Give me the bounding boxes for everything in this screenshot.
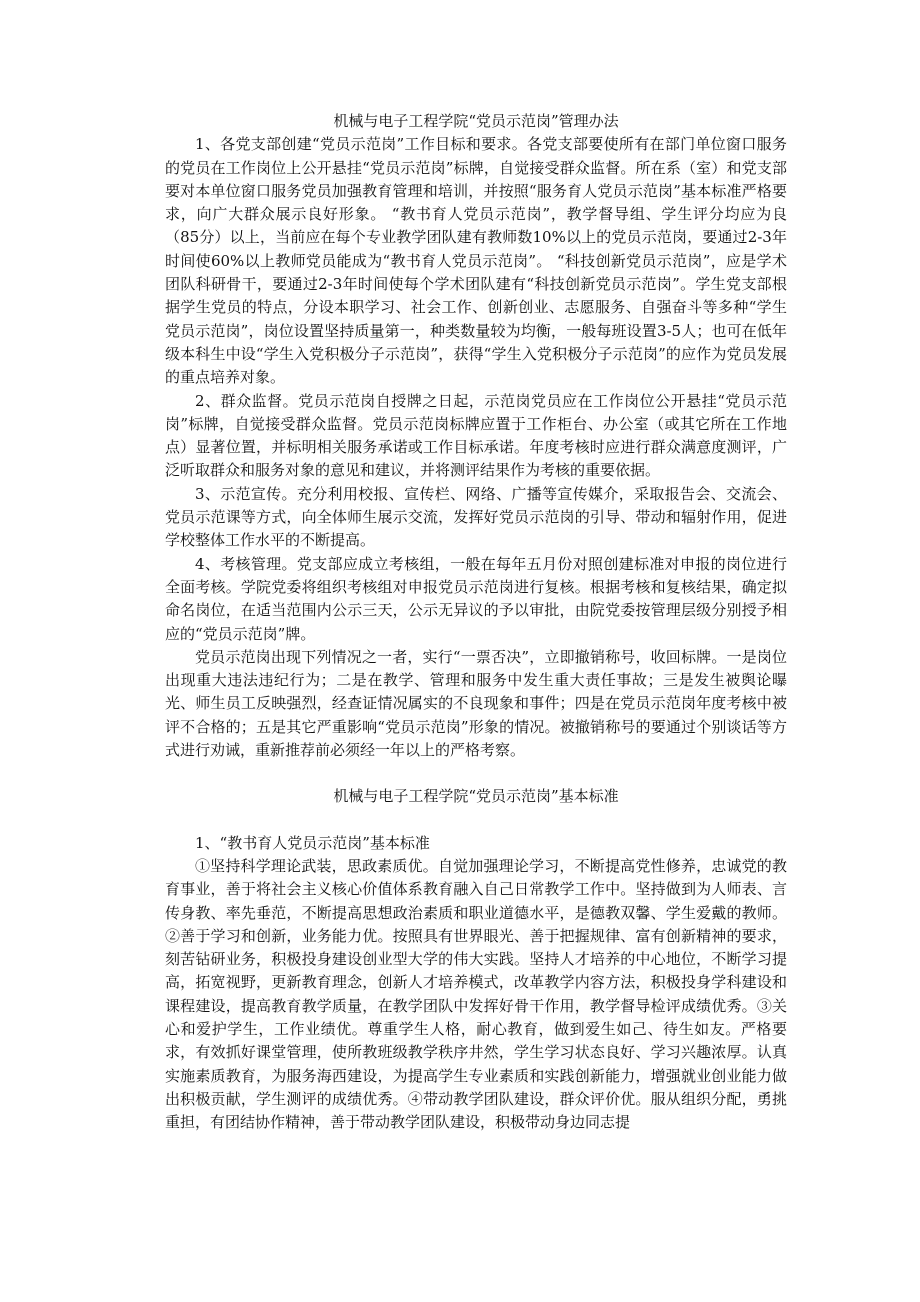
paragraph-demonstration-publicity: 3、示范宣传。充分利用校报、宣传栏、网络、广播等宣传媒介，采取报告会、交流会、党员示范课等方式，向全体师生展示交流，发挥好党员示范岗的引导、带动和辐射作用，促进学校整体工作水平的不断提高。 (165, 484, 787, 550)
document-page (165, 110, 787, 1134)
paragraph-one-vote-veto: 党员示范岗出现下列情况之一者，实行“一票否决”，立即撤销称号，收回标牌。一是岗位出现重大违法违纪行为；二是在教学、管理和服务中发生重大责任事故；三是发生被舆论曝光、师生员工反映强烈，经查证情况属实的不良现象和事件；四是在党员示范岗年度考核中被评不合格的；五是其它严重影响“党员示范岗”形象的情况。被撤销称号的要通过个别谈话等方式进行劝诫，重新推荐前必须经一年以上的严格考察。 (165, 647, 787, 760)
paragraph-mass-supervision: 2、群众监督。党员示范岗自授牌之日起，示范岗党员应在工作岗位公开悬挂“党员示范岗”标牌，自觉接受群众监督。党员示范岗标牌应置于工作柜台、办公室（或其它所在工作地点）显著位置，并标明相关服务承诺或工作目标承诺。年度考核时应进行群众满意度测评，广泛听取群众和服务对象的意见和建议，并将测评结果作为考核的重要依据。 (165, 391, 787, 480)
paragraph-assessment-management: 4、考核管理。党支部应成立考核组，一般在每年五月份对照创建标准对申报的岗位进行全面考核。学院党委将组织考核组对申报党员示范岗进行复核。根据考核和复核结果，确定拟命名岗位，在适当范围内公示三天，公示无异议的予以审批，由院党委按管理层级分别授予相应的“党员示范岗”牌。 (165, 554, 787, 643)
document-title-management-rules: 机械与电子工程学院“党员示范岗”管理办法 (333, 112, 619, 130)
subheading-teaching-standard: 1、“教书育人党员示范岗”基本标准 (195, 833, 430, 852)
paragraph-teaching-standard-details: ①坚持科学理论武装，思政素质优。自觉加强理论学习，不断提高党性修养，忠诚党的教育事业，善于将社会主义核心价值体系教育融入自己日常教学工作中。坚持做到为人师表、言传身教、率先垂范，不断提高思想政治素质和职业道德水平，是德教双馨、学生爱戴的教师。②善于学习和创新，业务能力优。按照具有世界眼光、善于把握规律、富有创新精神的要求，刻苦钻研业务，积极投身建设创业型大学的伟大实践。坚持人才培养的中心地位，不断学习提高，拓宽视野，更新教育理念，创新人才培养模式，改革教学内容方法，积极投身学科建设和课程建设，提高教育教学质量，在教学团队中发挥好骨干作用，教学督导检评成绩优秀。③关心和爱护学生，工作业绩优。尊重学生人格，耐心教育，做到爱生如己、待生如友。严格要求，有效抓好课堂管理，使所教班级教学秩序井然，学生学习状态良好、学习兴趣浓厚。认真实施素质教育，为服务海西建设，为提高学生专业素质和实践创新能力，增强就业创业能力做出积极贡献，学生测评的成绩优秀。④带动教学团队建设，群众评价优。服从组织分配，勇挑重担，有团结协作精神，善于带动教学团队建设，积极带动身边同志提 (165, 856, 787, 1132)
paragraph-goals-requirements: 1、各党支部创建“党员示范岗”工作目标和要求。各党支部要使所有在部门单位窗口服务的党员在工作岗位上公开悬挂“党员示范岗”标牌，自觉接受群众监督。所在系（室）和党支部要对本单位窗口服务党员加强教育管理和培训，并按照“服务育人党员示范岗”基本标准严格要求，向广大群众展示良好形象。 “教书育人党员示范岗”，教学督导组、学生评分均应为良（85分）以上，当前应在每个专业教学团队建有教师数10%以上的党员示范岗，要通过2-3年时间使60%以上教师党员能成为“教书育人党员示范岗”。 “科技创新党员示范岗”，应是学术团队科研骨干，要通过2-3年时间使每个学术团队建有“科技创新党员示范岗”。学生党支部根据学生党员的特点，分设本职学习、社会工作、创新创业、志愿服务、自强奋斗等多种“学生党员示范岗”，岗位设置坚持质量第一，种类数量较为均衡，一般每班设置3-5人；也可在低年级本科生中设“学生入党积极分子示范岗”，获得“学生入党积极分子示范岗”的应作为党员发展的重点培养对象。 (165, 135, 787, 387)
document-title-basic-standards: 机械与电子工程学院“党员示范岗”基本标准 (333, 787, 619, 806)
